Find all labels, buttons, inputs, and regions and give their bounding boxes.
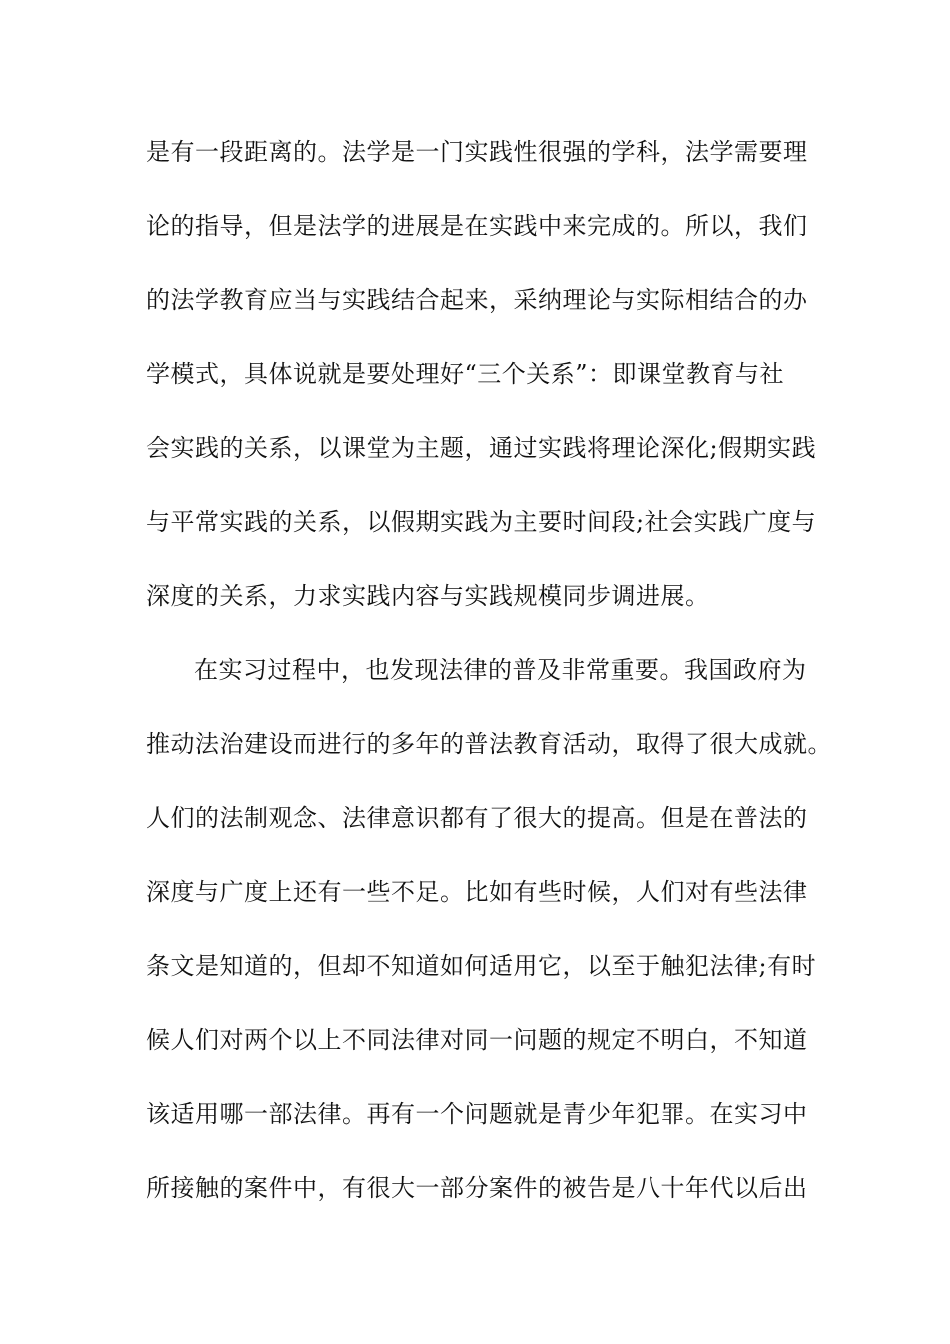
text-line: 深度的关系，力求实践内容与实践规模同步调进展。 — [146, 582, 710, 610]
text-line: 人们的法制观念、法律意识都有了很大的提高。但是在普法的 — [146, 804, 808, 832]
text-line: 该适用哪一部法律。再有一个问题就是青少年犯罪。在实习中 — [146, 1100, 808, 1128]
text-line: 候人们对两个以上不同法律对同一问题的规定不明白，不知道 — [146, 1026, 808, 1054]
text-line: 与平常实践的关系，以假期实践为主要时间段;社会实践广度与 — [146, 508, 817, 536]
text-line: 论的指导，但是法学的进展是在实践中来完成的。所以，我们 — [146, 212, 808, 240]
text-line: 推动法治建设而进行的多年的普法教育活动，取得了很大成就。 — [146, 730, 832, 758]
text-line: 会实践的关系，以课堂为主题，通过实践将理论深化;假期实践 — [146, 434, 817, 462]
text-line: 所接触的案件中，有很大一部分案件的被告是八十年代以后出 — [146, 1174, 808, 1202]
text-line: 的法学教育应当与实践结合起来，采纳理论与实际相结合的办 — [146, 286, 808, 314]
paragraph-first-line: 在实习过程中，也发现法律的普及非常重要。我国政府为 — [194, 656, 807, 684]
text-line: 深度与广度上还有一些不足。比如有些时候，人们对有些法律 — [146, 878, 808, 906]
text-line: 条文是知道的，但却不知道如何适用它，以至于触犯法律;有时 — [146, 952, 817, 980]
text-line: 学模式，具体说就是要处理好“三个关系”：即课堂教育与社 — [146, 360, 785, 388]
text-line: 是有一段距离的。法学是一门实践性很强的学科，法学需要理 — [146, 138, 808, 166]
